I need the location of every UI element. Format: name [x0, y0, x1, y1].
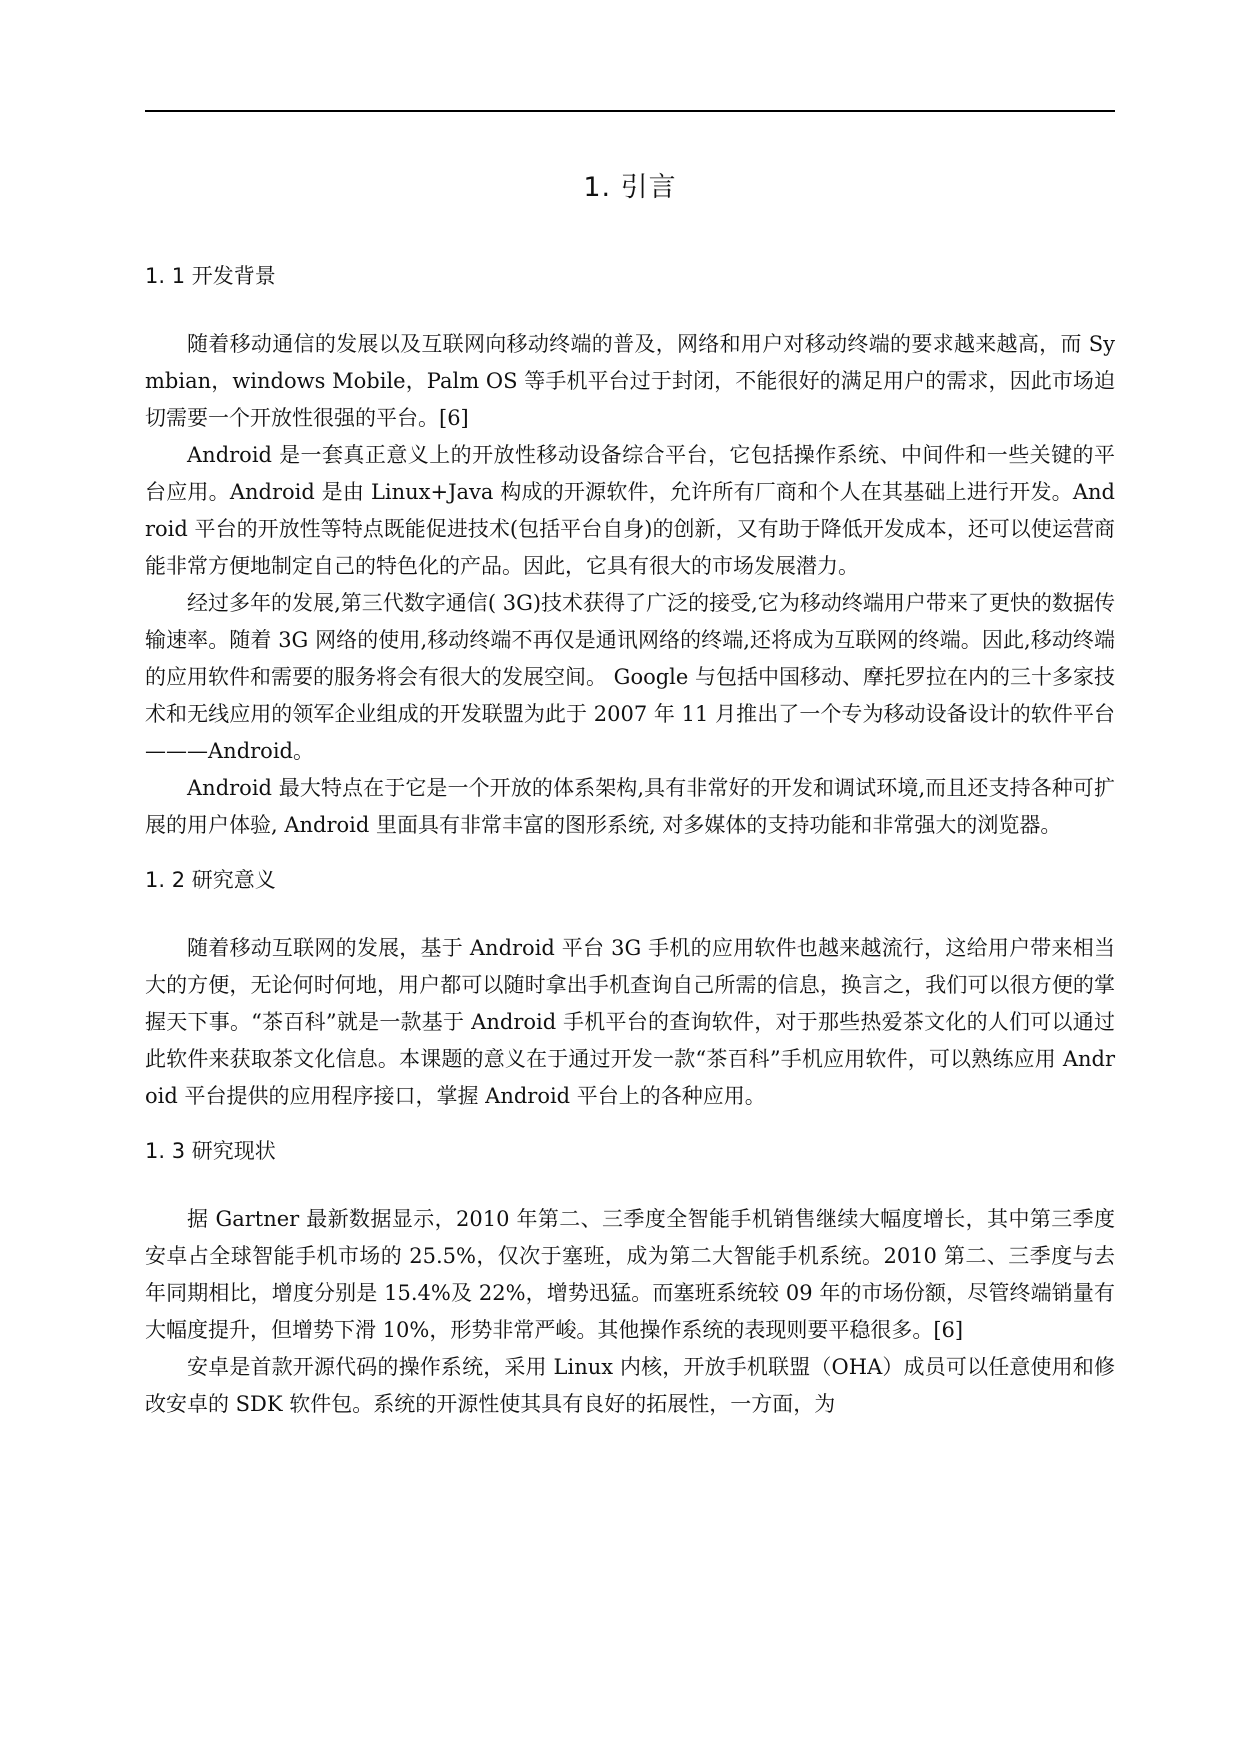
- paragraph: 安卓是首款开源代码的操作系统，采用 Linux 内核，开放手机联盟（OHA）成员可以任意使用和修改安卓的 SDK 软件包。系统的开源性使其具有良好的拓展性，一方面，为: [145, 1355, 1115, 1416]
- header-rule: [145, 110, 1115, 112]
- paragraph: 经过多年的发展,第三代数字通信( 3G)技术获得了广泛的接受,它为移动终端用户带来了更快的数据传输速率。随着 3G 网络的使用,移动终端不再仅是通讯网络的终端,还将成为互联网的终端。因此,移动终端的应用软件和需要的服务将会有很大的发展空间。 Google 与包括中国移动、摩托罗拉在内的三十多家技术和无线应用的领军企业组成的开发联盟为此于 2007 年 11 月推出了一个专为移动设备设计的软件平台———Android。: [145, 591, 1115, 763]
- document-body: [145, 258, 1115, 1423]
- section-research-status: [145, 1133, 1115, 1423]
- paragraph: 随着移动互联网的发展，基于 Android 平台 3G 手机的应用软件也越来越流行，这给用户带来相当大的方便，无论何时何地，用户都可以随时拿出手机查询自己所需的信息，换言之，我们可以很方便的掌握天下事。“茶百科”就是一款基于 Android 手机平台的查询软件，对于那些热爱茶文化的人们可以通过此软件来获取茶文化信息。本课题的意义在于通过开发一款“茶百科”手机应用软件，可以熟练应用 Android 平台提供的应用程序接口，掌握 Android 平台上的各种应用。: [145, 936, 1115, 1108]
- chapter-title: 1. 引言: [583, 172, 677, 203]
- paragraph: Android 最大特点在于它是一个开放的体系架构,具有非常好的开发和调试环境,而且还支持各种可扩展的用户体验, Android 里面具有非常丰富的图形系统, 对多媒体的支持功能和非常强大的浏览器。: [145, 776, 1115, 837]
- section-heading: 1. 2 研究意义: [145, 868, 276, 892]
- paragraph: 据 Gartner 最新数据显示，2010 年第二、三季度全智能手机销售继续大幅度增长，其中第三季度安卓占全球智能手机市场的 25.5%，仅次于塞班，成为第二大智能手机系统。2010 第二、三季度与去年同期相比，增度分别是 15.4%及 22%，增势迅猛。而塞班系统较 09 年的市场份额，尽管终端销量有大幅度提升，但增势下滑 10%，形势非常严峻。其他操作系统的表现则要平稳很多。[6]: [145, 1207, 1115, 1342]
- paragraph: 随着移动通信的发展以及互联网向移动终端的普及，网络和用户对移动终端的要求越来越高，而 Symbian，windows Mobile，Palm OS 等手机平台过于封闭，不能很好的满足用户的需求，因此市场迫切需要一个开放性很强的平台。[6]: [145, 332, 1115, 430]
- section-development-background: [145, 258, 1115, 844]
- section-heading: 1. 1 开发背景: [145, 264, 276, 288]
- paragraph: Android 是一套真正意义上的开放性移动设备综合平台，它包括操作系统、中间件和一些关键的平台应用。Android 是由 Linux+Java 构成的开源软件，允许所有厂商和个人在其基础上进行开发。Android 平台的开放性等特点既能促进技术(包括平台自身)的创新，又有助于降低开发成本，还可以使运营商能非常方便地制定自己的特色化的产品。因此，它具有很大的市场发展潜力。: [145, 443, 1115, 578]
- section-research-significance: [145, 862, 1115, 1115]
- section-heading: 1. 3 研究现状: [145, 1139, 276, 1163]
